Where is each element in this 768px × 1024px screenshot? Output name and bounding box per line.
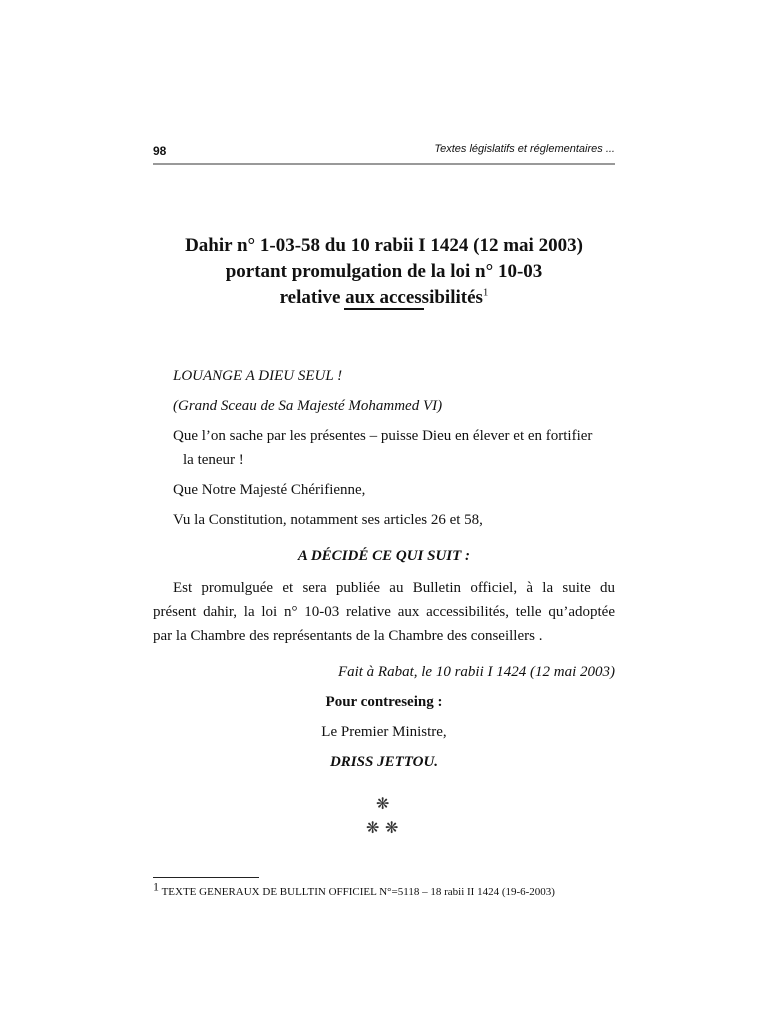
- paragraph-line-1: Est promulguée et sera publiée au Bulletin officiel, à la suite du: [173, 580, 615, 596]
- page-number: 98: [153, 144, 167, 158]
- asterism-icon: ❋: [385, 818, 399, 837]
- minister-name: DRISS JETTOU.: [329, 754, 439, 770]
- paragraph-line-2: présent dahir, la loi n° 10-03 relative aux accessibilités, telle qu’adoptée: [153, 604, 615, 620]
- proclamation-line-1: Que l’on sache par les présentes – puisse Dieu en élever et en fortifier: [173, 428, 593, 444]
- title-footnote-ref: 1: [482, 286, 489, 299]
- minister-title: Le Premier Ministre,: [321, 724, 447, 740]
- praise-line: LOUANGE A DIEU SEUL !: [173, 368, 343, 384]
- paragraph-line-3: par la Chambre des représentants de la Chambre des conseillers .: [153, 628, 543, 644]
- footnote-text: TEXTE GENERAUX DE BULLTIN OFFICIEL N°=5118 – 18 rabii II 1424 (19-6-2003): [161, 886, 555, 898]
- constitution-line: Vu la Constitution, notamment ses articles 26 et 58,: [173, 512, 483, 528]
- document-title-line-1: Dahir n° 1-03-58 du 10 rabii I 1424 (12 mai 2003): [185, 235, 583, 256]
- asterism-icon: ❋: [376, 794, 390, 813]
- countersign-heading: Pour contreseing :: [325, 694, 443, 710]
- document-title-line-2: portant promulgation de la loi n° 10-03: [225, 261, 543, 282]
- running-header: Textes législatifs et réglementaires ...: [434, 143, 615, 155]
- footnote-divider: [153, 877, 259, 878]
- proclamation-line-2: la teneur !: [183, 452, 244, 468]
- footnote-mark: 1: [153, 879, 159, 894]
- title-underline: [344, 308, 424, 310]
- decision-heading: A DÉCIDÉ CE QUI SUIT :: [297, 548, 471, 564]
- majesty-line: Que Notre Majesté Chérifienne,: [173, 482, 366, 498]
- promulgation-paragraph: [153, 576, 615, 648]
- asterism-icon: ❋: [366, 818, 380, 837]
- footnote: [153, 879, 555, 900]
- seal-line: (Grand Sceau de Sa Majesté Mohammed VI): [173, 398, 443, 414]
- document-title-line-3-text: relative aux accessibilités: [279, 287, 483, 308]
- header-divider: [153, 163, 615, 165]
- place-and-date: Fait à Rabat, le 10 rabii I 1424 (12 mai 2003): [337, 664, 615, 680]
